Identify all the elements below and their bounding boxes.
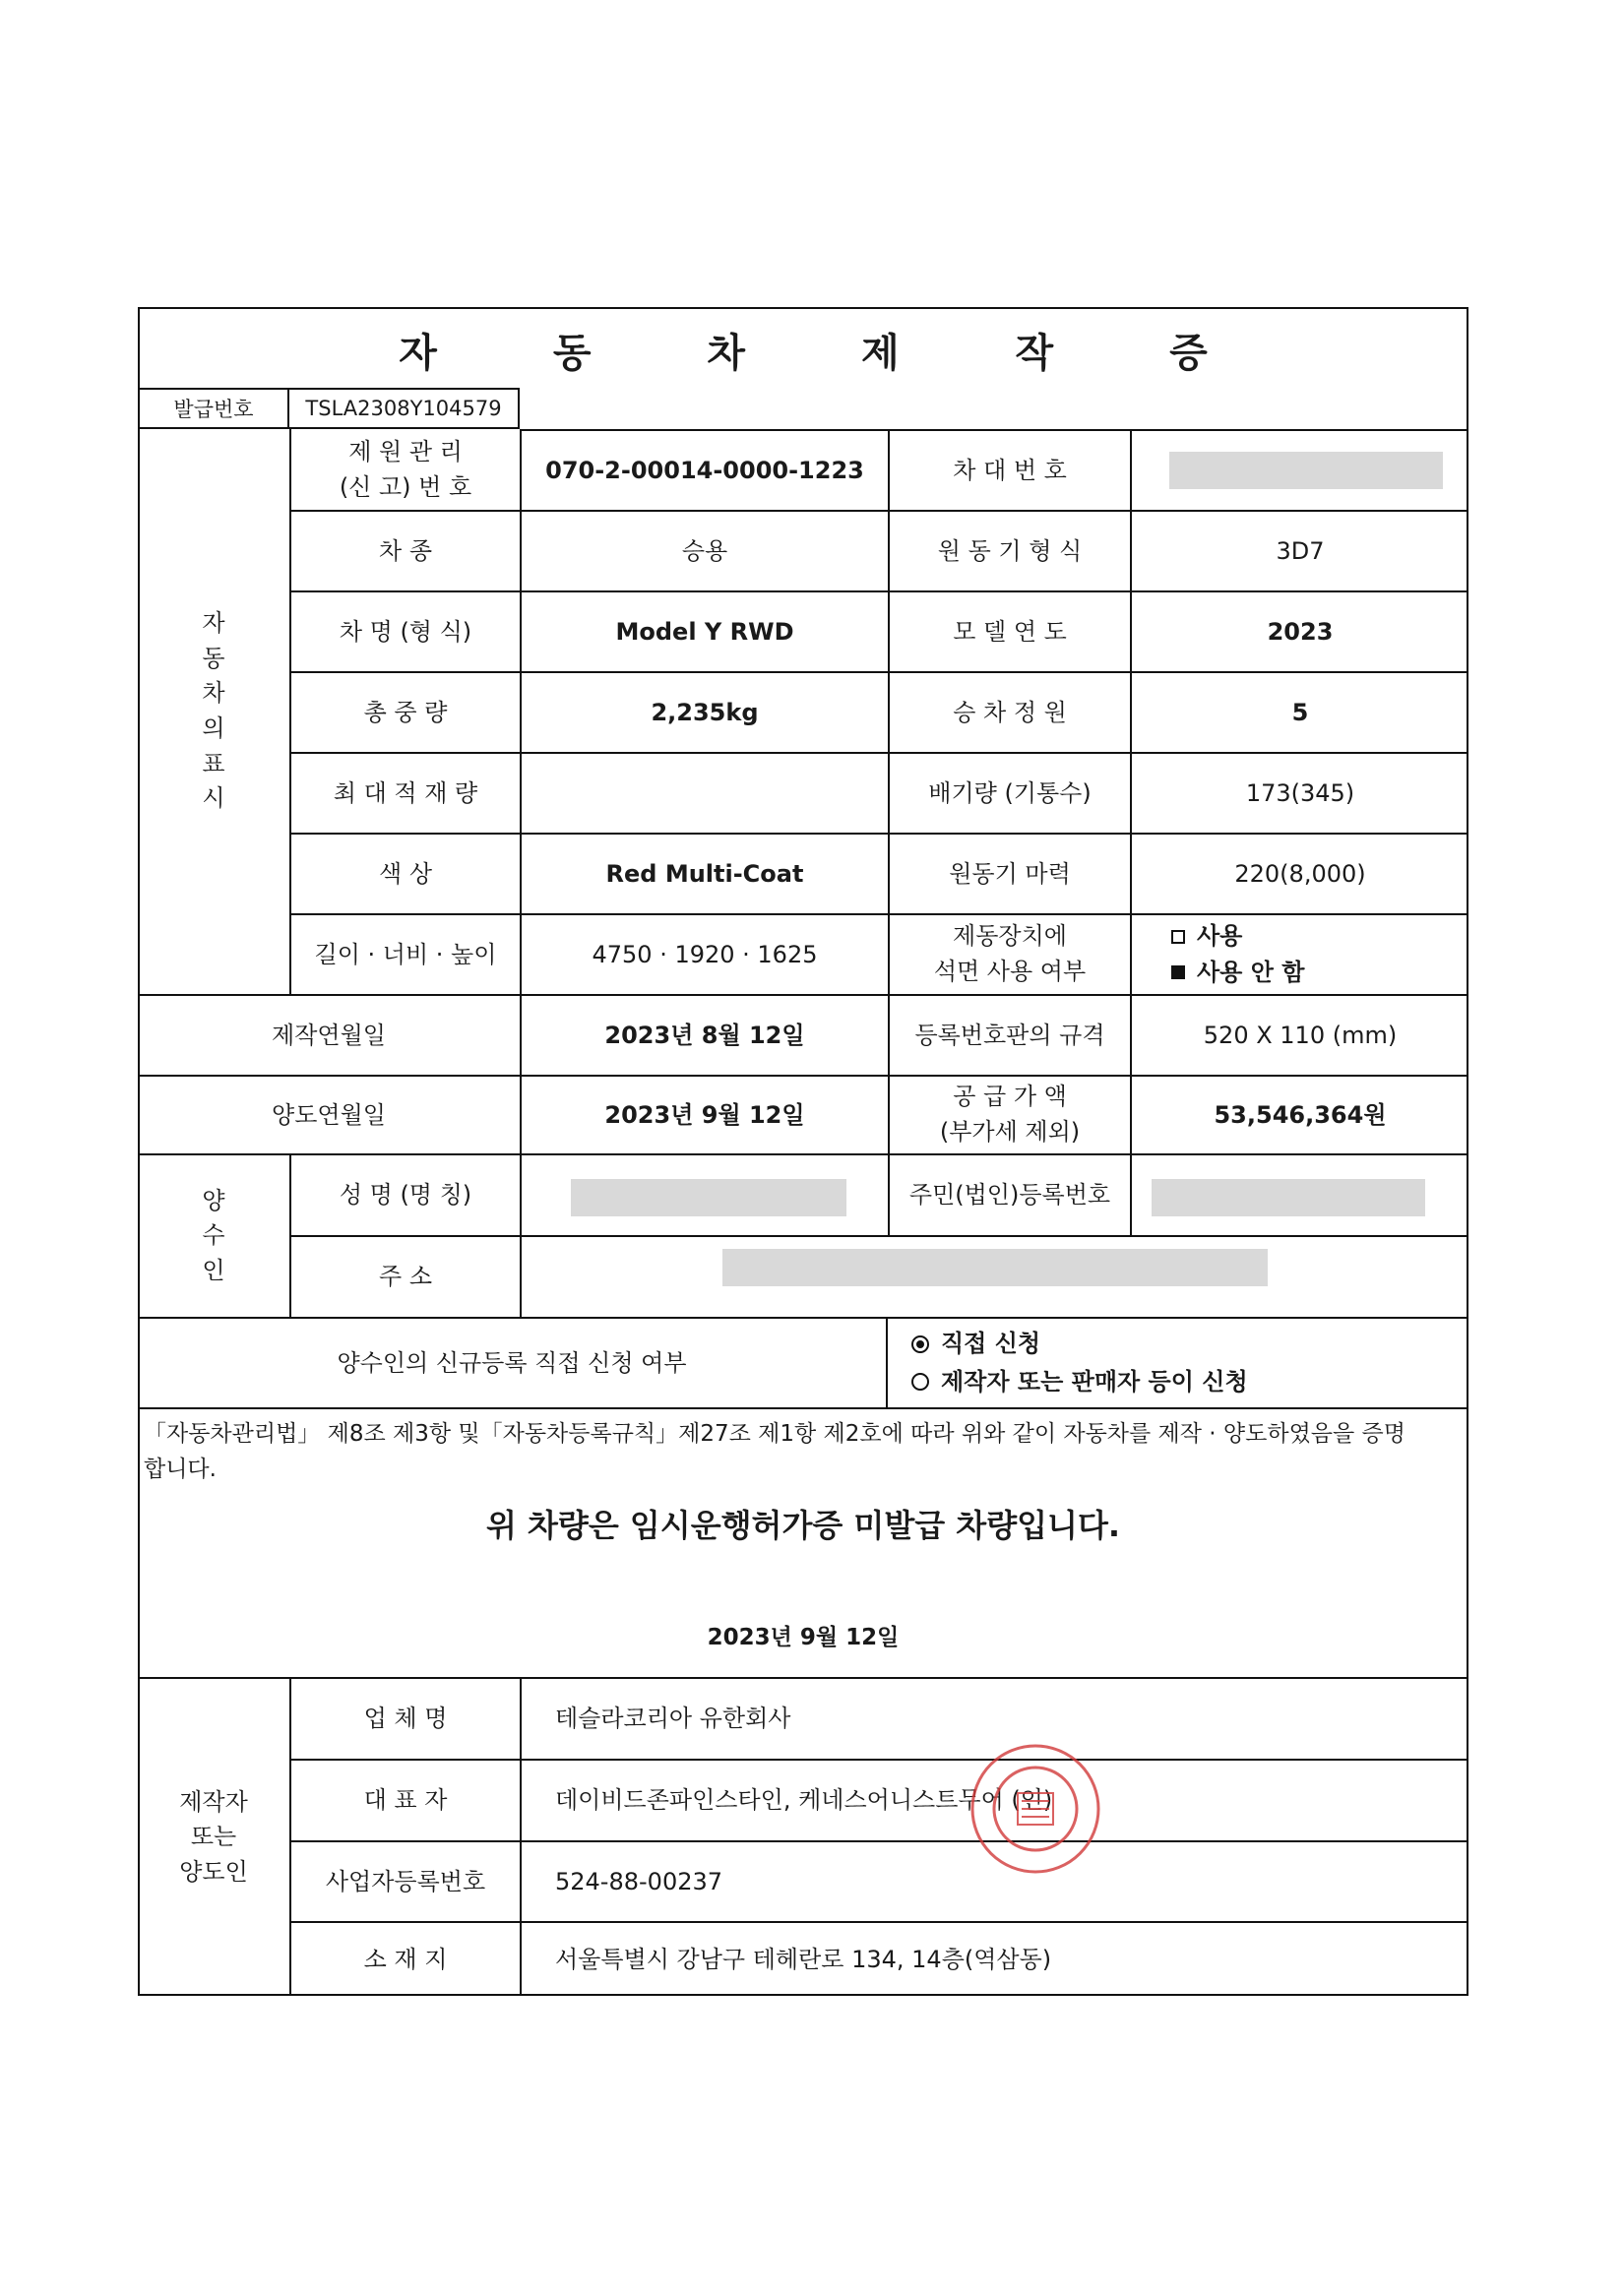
displacement-label: 배기량 (기통수) (928, 778, 1092, 807)
color-value: Red Multi-Coat (605, 859, 804, 888)
engine-value: 3D7 (1276, 536, 1325, 565)
displacement-value: 173(345) (1245, 778, 1355, 807)
bizno-label: 사업자등록번호 (325, 1867, 486, 1895)
price-label-line: (부가세 제외) (939, 1118, 1081, 1146)
year-label: 모 델 연 도 (953, 617, 1067, 646)
company-seal-stamp (967, 1740, 1104, 1878)
chassis-redacted (1169, 452, 1443, 489)
year-value: 2023 (1267, 617, 1334, 646)
name-value: Model Y RWD (615, 617, 794, 646)
vehicle-section-char: 동 (202, 644, 225, 672)
maker-address-label: 소 재 지 (363, 1945, 448, 1973)
transferee-name-redacted (571, 1179, 846, 1216)
plate-value: 520 X 110 (mm) (1203, 1021, 1398, 1049)
issue-date: 2023년 9월 12일 (707, 1625, 900, 1650)
weight-label: 총 중 량 (363, 698, 448, 726)
issue-number-box (138, 388, 520, 429)
issue-number-label: 발급번호 (140, 390, 289, 427)
load-value (522, 754, 888, 833)
vehicle-section-char: 자 (202, 609, 225, 638)
vehicle-section-label (138, 429, 289, 994)
transferee-section-char: 양 (202, 1186, 225, 1214)
color-label: 색 상 (379, 859, 432, 888)
vehicle-section-char: 표 (202, 749, 225, 777)
transferee-id-label: 주민(법인)등록번호 (908, 1181, 1111, 1210)
transferee-section-label (138, 1155, 289, 1317)
maker-section-label (138, 1679, 289, 1996)
transferee-section-char: 수 (202, 1221, 225, 1250)
power-value: 220(8,000) (1234, 859, 1366, 888)
power-label: 원동기 마력 (949, 859, 1071, 888)
transferee-name-label: 성 명 (명 칭) (339, 1181, 472, 1210)
asbestos-option-use (1171, 919, 1242, 954)
maker-section-line: 양도인 (179, 1857, 248, 1886)
asbestos-label (890, 915, 1130, 994)
chassis-label: 차 대 번 호 (953, 456, 1067, 484)
asbestos-not-use-text: 사용 안 함 (1197, 959, 1305, 986)
seal-center (1018, 1793, 1053, 1825)
price-label (890, 1077, 1130, 1153)
issue-number-value: TSLA2308Y104579 (305, 397, 502, 420)
transfer-date-value: 2023년 9월 12일 (604, 1100, 805, 1129)
transfer-date-label: 양도연월일 (272, 1100, 386, 1129)
legal-statement: 「자동차관리법」 제8조 제3항 및「자동차등록규칙」제27조 제1항 제2호에 따라 위와 같이 자동차를 제작 · 양도하였음을 증명합니다. (144, 1421, 1405, 1482)
unchecked-square-icon (1171, 930, 1185, 944)
asbestos-label-line: 석면 사용 여부 (933, 958, 1087, 985)
asbestos-option-not-use (1171, 956, 1304, 990)
price-label-line: 공 급 가 액 (953, 1083, 1067, 1111)
type-label: 차 종 (379, 536, 432, 565)
price-value: 53,546,364원 (1214, 1100, 1387, 1129)
vehicle-section-char: 차 (202, 679, 225, 708)
type-value: 승용 (681, 536, 728, 565)
transferee-address-redacted (722, 1249, 1268, 1286)
engine-label: 원 동 기 형 식 (937, 536, 1083, 565)
ceo-value: 데이비드존파인스타인, 케네스어니스트무어 (인) (555, 1786, 1053, 1815)
maker-section-line: 또는 (190, 1823, 237, 1851)
spec-no-label-line: (신 고) 번 호 (339, 473, 472, 501)
seats-value: 5 (1291, 698, 1309, 726)
vehicle-section-char: 의 (202, 714, 225, 742)
made-date-value: 2023년 8월 12일 (604, 1021, 805, 1049)
rule (138, 1407, 1468, 1409)
transferee-id-redacted (1152, 1179, 1425, 1216)
plate-label: 등록번호판의 규격 (914, 1021, 1105, 1049)
radio-selected-icon (911, 1335, 929, 1353)
company-value: 테슬라코리아 유한회사 (555, 1705, 791, 1733)
spec-no-label (291, 431, 520, 510)
ceo-label: 대 표 자 (363, 1786, 448, 1815)
maker-address-value: 서울특별시 강남구 테헤란로 134, 14층(역삼동) (555, 1945, 1052, 1973)
load-label: 최 대 적 재 량 (333, 778, 478, 807)
bizno-value: 524-88-00237 (555, 1867, 723, 1895)
spec-no-value: 070-2-00014-0000-1223 (545, 456, 864, 484)
name-label: 차 명 (형 식) (339, 617, 472, 646)
maker-section-line: 제작자 (179, 1787, 248, 1816)
weight-value: 2,235kg (651, 698, 759, 726)
option-dealer (911, 1365, 1248, 1399)
made-date-label: 제작연월일 (272, 1021, 386, 1049)
asbestos-label-line: 제동장치에 (953, 922, 1067, 951)
asbestos-options (1132, 915, 1468, 994)
dims-label: 길이 · 너비 · 높이 (314, 940, 497, 968)
option-dealer-text: 제작자 또는 판매자 등이 신청 (941, 1368, 1248, 1396)
option-direct-text: 직접 신청 (941, 1330, 1041, 1358)
spec-no-label-line: 제 원 관 리 (348, 438, 463, 466)
radio-empty-icon (911, 1373, 929, 1391)
asbestos-use-text: 사용 (1197, 922, 1243, 951)
company-label: 업 체 명 (363, 1705, 448, 1733)
registration-question: 양수인의 신규등록 직접 신청 여부 (337, 1348, 687, 1377)
transferee-address-label: 주 소 (379, 1263, 432, 1291)
registration-options (888, 1319, 1468, 1407)
document-title: 자 동 차 제 작 증 (399, 330, 1259, 376)
dims-value: 4750 · 1920 · 1625 (592, 940, 818, 968)
checked-square-icon (1171, 965, 1185, 979)
vehicle-section-char: 시 (202, 784, 225, 813)
transferee-section-char: 인 (202, 1256, 225, 1284)
temporary-permit-notice: 위 차량은 임시운행허가증 미발급 차량입니다. (485, 1507, 1121, 1544)
seats-label: 승 차 정 원 (953, 698, 1067, 726)
option-direct (911, 1327, 1040, 1361)
